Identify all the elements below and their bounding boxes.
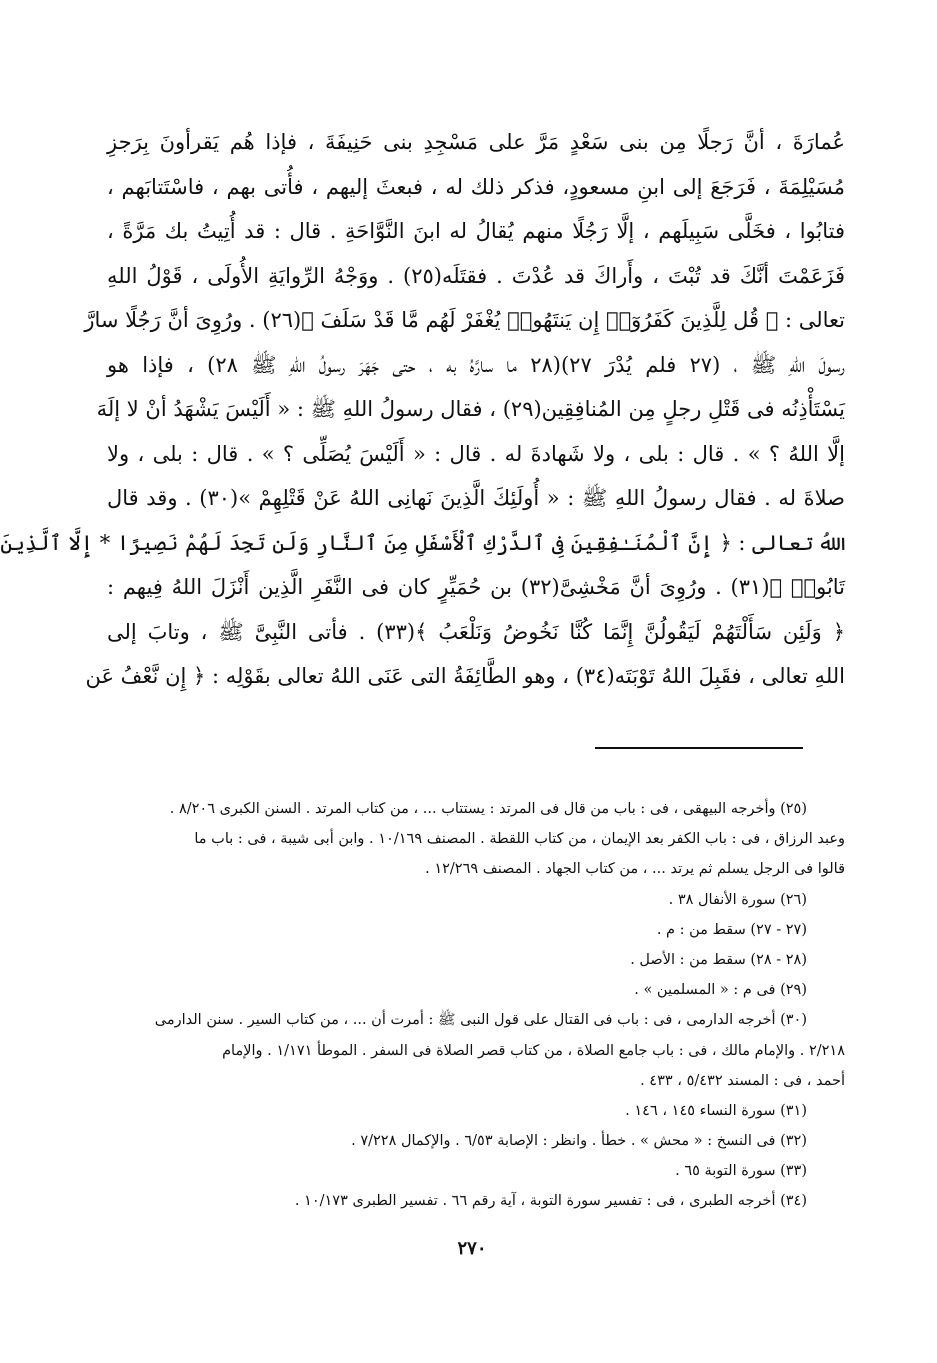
text-line: تعالى : ﴿ قُل لِلَّذِينَ كَفَرُوٓا۟ إِن يَنتَهُوا۟ يُغْفَرْ لَهُم مَّا قَدْ سَلَفَ ﴾(٢٦) . ورُوِىَ أنَّ رَجُلًا سارَّ xyxy=(84,308,845,332)
text-line: مُسَيْلِمَةَ ، فَرَجَعَ إلى ابنِ مسعودٍ، فذكر ذلك له ، فبعثَ إليهم ، فأُتى بهم ، فاسْتَتابَهم ، xyxy=(107,174,845,199)
text-line: تَابُوا۟ ﴾(٣١) . ورُوِىَ أنَّ مَخْشِىَّ(٣٢) بن حُمَيِّرٍ كان فى النَّفَرِ الَّذِين أَنْزَلَ اللهُ فِيهم : xyxy=(107,575,846,599)
text-line: ﴿ وَلَئِن سَأَلْتَهُمْ لَيَقُولُنَّ إِنَّمَا كُنَّا نَخُوضُ وَنَلْعَبُ ﴾(٣٣) . فأتى النَّبِىَّ ﷺ ، وتابَ إلى xyxy=(107,619,845,644)
footnote: (٣٢) فى النسخ : « محش » . خطأ . وانظر : الإصابة ٦/٥٣ . والإكمال ٧/٢٢٨ . xyxy=(351,1133,807,1150)
text-line: فتابُوا ، فخَلَّى سَبِيلَهم ، إلَّا رَجُلًا منهم يُقالُ له ابنَ النَّوَّاحَةِ . قال : قد أُتِيتُ بك مَرَّةً ، xyxy=(107,219,845,243)
footnote-continuation: وعبد الرزاق ، فى : باب الكفر بعد الإيمان ، من كتاب اللقطة . المصنف ١٠/١٦٩ . وابن أبى شيبة ، فى : باب ما xyxy=(194,831,845,848)
footnotes-section xyxy=(107,794,845,1217)
footnote: (٢٥) وأخرجه البيهقى ، فى : باب من قال فى المرتد : يستتاب ... ، من كتاب المرتد . السنن الكبرى ٨/٢٠٦ . xyxy=(169,801,807,817)
text-line: رسولَ اللهِ ﷺ ، (٢٧ فلم يُدْرَ ٢٧)(٢٨ ما سارَّهُ به ، حتى جَهَرَ رسولُ اللهِ ﷺ ٢٨) ، فإذا هو xyxy=(107,352,845,377)
footnote-continuation: أحمد ، فى : المسند ٥/٤٣٢ ، ٤٣٣ . xyxy=(640,1072,845,1089)
main-text-body xyxy=(0,120,846,699)
footnote: (٢٧ - ٢٧) سقط من : م . xyxy=(656,921,807,938)
footnote: (٢٦) سورة الأنفال ٣٨ . xyxy=(668,891,807,908)
footnote: (٣٠) أخرجه الدارمى ، فى : باب فى القتال على قول النبى ﷺ : أمرت أن ... ، من كتاب السير . سنن الدارمى xyxy=(154,1012,807,1029)
page-number: ٢٧٠ xyxy=(457,1238,487,1259)
footnote: (٢٩) فى م : « المسلمين » . xyxy=(634,982,807,999)
footnote-continuation: ٢/٢١٨ . والإمام مالك ، فى : باب جامع الصلاة ، من كتاب قصر الصلاة فى السفر . الموطأ ١/١٧١ . والإمام xyxy=(222,1042,845,1059)
footnote: (٣١) سورة النساء ١٤٥ ، ١٤٦ . xyxy=(625,1102,807,1119)
footnote: (٣٤) أخرجه الطبرى ، فى : تفسير سورة التوبة ، آية رقم ٦٦ . تفسير الطبرى ١٠/١٧٣ . xyxy=(294,1193,807,1210)
text-line: يَسْتَأْذِنُه فى قَتْلِ رجلٍ مِن المُنافِقِين(٢٩) ، فقال رسولُ اللهِ ﷺ : « أَلَيْسَ يَشْهَدُ أنْ لا إلَهَ xyxy=(96,397,845,421)
text-line: صلاةَ له . فقال رسولُ اللهِ ﷺ : « أُولَئِكَ الَّذِينَ نَهانِى اللهُ عَنْ قَتْلِهِمْ »(٣٠) . وقد قال xyxy=(107,486,845,510)
text-line: اللهُ تعالى : ﴿ إِنَّ ٱلْمُنَـٰفِقِينَ فِى ٱلدَّرْكِ ٱلْأَسْفَلِ مِنَ ٱلنَّارِ وَلَن تَجِدَ لَهُمْ نَصِيرًا * إِلَّا ٱلَّذِينَ xyxy=(0,530,845,555)
text-line: فَزَعَمْتَ أنَّكَ قد تُبْتَ ، وأَراكَ قد عُدْتَ . فقتَلَه(٢٥) . ووَجْهُ الرِّوايَةِ الأُولَى ، قَوْلُ اللهِ xyxy=(107,263,845,288)
text-line: اللهِ تعالى ، فقَبِلَ اللهُ تَوْبَتَه(٣٤) ، وهو الطَّائِفَةُ التى عَنَى اللهُ تعالى بقَوْلِه : ﴿ إِن نَّعْفُ عَن xyxy=(85,664,845,688)
footnote-continuation: قالوا فى الرجل يسلم ثم يرتد ... ، من كتاب الجهاد . المصنف ١٢/٢٦٩ . xyxy=(425,861,845,878)
footnote-separator xyxy=(595,747,803,749)
footnote: (٢٨ - ٢٨) سقط من : الأصل . xyxy=(630,951,807,968)
text-line: إلَّا اللهُ ؟ » . قال : بلى ، ولا شَهادةَ له . قال : « أَلَيْسَ يُصَلِّى ؟ » . قال : بلى ، ولا xyxy=(107,441,845,466)
text-line: عُمارَةَ ، أنَّ رَجلًا مِن بنى سَعْدٍ مَرَّ على مَسْجِدِ بنى حَنِيفَةَ ، فإذا هُم يَقرأونَ بِرَجزِ xyxy=(107,130,845,154)
footnote: (٣٣) سورة التوبة ٦٥ . xyxy=(675,1163,807,1180)
